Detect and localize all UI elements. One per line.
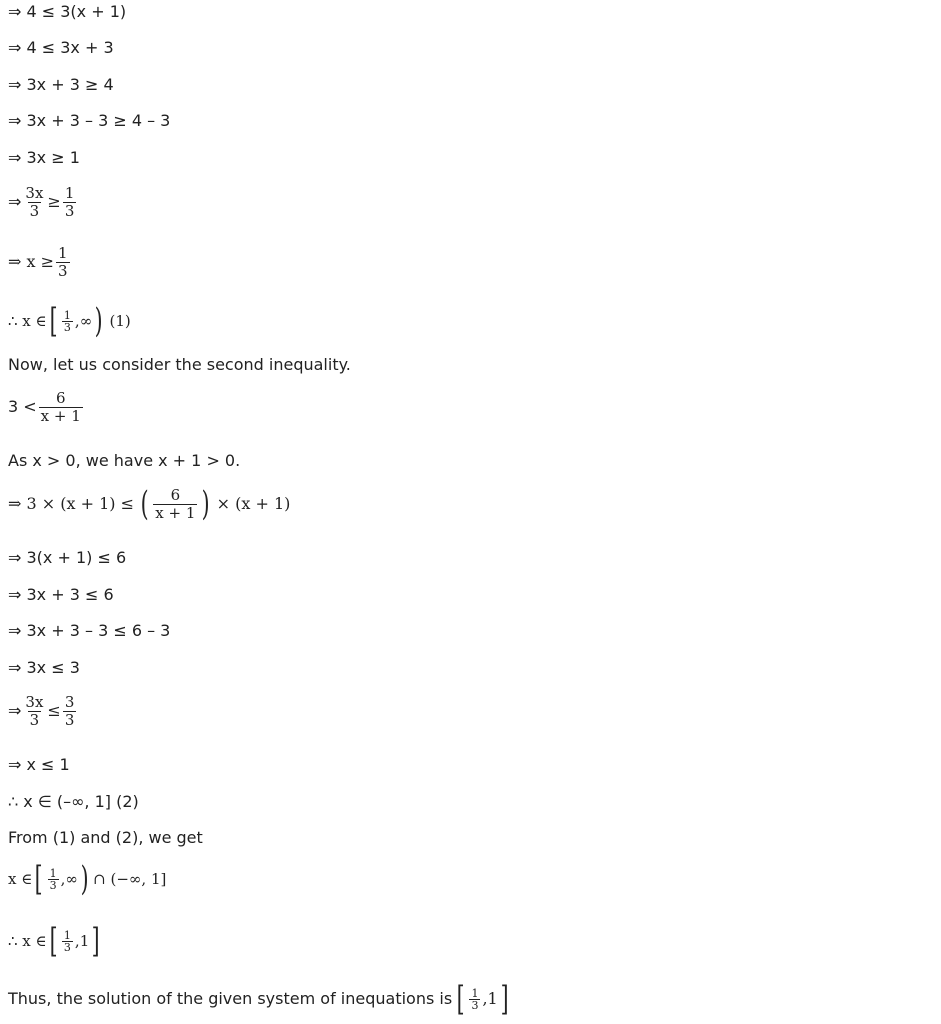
step-line: ⇒ 3x + 3 ≤ 6: [8, 585, 114, 604]
fraction: [48, 868, 59, 891]
denominator: 3: [58, 261, 68, 280]
fraction: [23, 185, 45, 219]
right-paren: ): [94, 301, 103, 341]
denominator: 3: [63, 940, 71, 954]
operator: ≤: [47, 701, 61, 720]
step-prefix: x ∈: [8, 869, 33, 888]
fraction-step: [8, 483, 291, 524]
operator: ≥: [47, 192, 61, 211]
interval-end: 1: [487, 989, 498, 1009]
numerator: 1: [63, 308, 71, 322]
interval-step: [8, 301, 131, 341]
step-suffix: ∩ (−∞, 1]: [93, 869, 167, 888]
fraction-step: [8, 245, 72, 279]
fraction-step: [8, 185, 78, 219]
fraction-step: [8, 694, 78, 728]
numerator: 3x: [25, 184, 44, 202]
step-line: ⇒ 3x ≤ 3: [8, 658, 80, 677]
denominator: x + 1: [40, 406, 81, 425]
right-paren: ): [202, 483, 211, 524]
numerator: 1: [471, 986, 479, 1000]
step-prefix: ∴ x ∈: [8, 311, 47, 330]
step-prefix: ⇒ x ≥: [8, 252, 55, 271]
fraction: [56, 245, 70, 279]
fraction: [469, 988, 480, 1011]
infinity: ∞: [79, 311, 93, 330]
numerator: 1: [63, 928, 71, 942]
denominator: 3: [64, 201, 75, 220]
text-line: From (1) and (2), we get: [8, 828, 203, 847]
separator: ,: [74, 931, 80, 950]
denominator: 3: [49, 878, 57, 892]
step-line: ⇒ 3x ≥ 1: [8, 148, 80, 167]
numerator: 3: [64, 693, 75, 711]
denominator: 3: [64, 710, 75, 729]
fraction: [153, 487, 197, 521]
fraction: [62, 310, 73, 333]
left-bracket: [: [34, 859, 43, 899]
fraction: [62, 930, 73, 953]
separator: ,: [74, 311, 80, 330]
step-prefix: 3 <: [8, 397, 37, 416]
fraction: [39, 390, 83, 424]
step-line: ⇒ 4 ≤ 3x + 3: [8, 38, 114, 57]
denominator: 3: [29, 710, 40, 729]
implies-symbol: ⇒: [8, 701, 22, 720]
implies-symbol: ⇒: [8, 192, 22, 211]
interval-step: [8, 859, 167, 899]
fraction: [63, 185, 77, 219]
denominator: 3: [471, 998, 479, 1012]
numerator: 3x: [25, 693, 44, 711]
text-line: As x > 0, we have x + 1 > 0.: [8, 451, 241, 470]
conclusion-text: Thus, the solution of the given system of inequations is: [8, 989, 453, 1009]
numerator: 1: [49, 866, 57, 880]
numerator: 1: [64, 184, 75, 202]
step-line: ⇒ x ≤ 1: [8, 755, 70, 774]
step-line: ⇒ 3x + 3 – 3 ≥ 4 – 3: [8, 111, 171, 130]
denominator: 3: [29, 201, 40, 220]
equation-tag: (1): [109, 311, 131, 330]
step-suffix: × (x + 1): [216, 494, 291, 513]
step-prefix: ∴ x ∈: [8, 931, 47, 950]
text-line: Now, let us consider the second inequality.: [8, 355, 351, 374]
interval-end: 1: [79, 931, 90, 950]
left-paren: (: [140, 483, 149, 524]
right-bracket: ]: [500, 979, 509, 1019]
numerator: 6: [170, 486, 181, 504]
right-bracket: ]: [91, 921, 100, 961]
right-paren: ): [80, 859, 89, 899]
denominator: x + 1: [155, 503, 196, 522]
step-line: ⇒ 3x + 3 – 3 ≤ 6 – 3: [8, 621, 171, 640]
step-line: ⇒ 3x + 3 ≥ 4: [8, 75, 114, 94]
fraction: [63, 694, 77, 728]
separator: ,: [60, 869, 66, 888]
separator: ,: [482, 989, 488, 1009]
denominator: 3: [63, 320, 71, 334]
step-line: ⇒ 4 ≤ 3(x + 1): [8, 2, 127, 21]
numerator: 1: [58, 244, 68, 262]
numerator: 6: [55, 389, 66, 407]
step-line: ⇒ 3(x + 1) ≤ 6: [8, 548, 127, 567]
fraction-step: [8, 390, 85, 424]
interval-step: [8, 921, 103, 961]
left-bracket: [: [49, 921, 58, 961]
fraction: [23, 694, 45, 728]
left-bracket: [: [456, 979, 465, 1019]
step-prefix: ⇒ 3 × (x + 1) ≤: [8, 494, 135, 513]
left-bracket: [: [49, 301, 58, 341]
infinity: ∞: [65, 869, 78, 888]
conclusion-line: [8, 979, 511, 1019]
step-line: ∴ x ∈ (–∞, 1] (2): [8, 792, 139, 811]
